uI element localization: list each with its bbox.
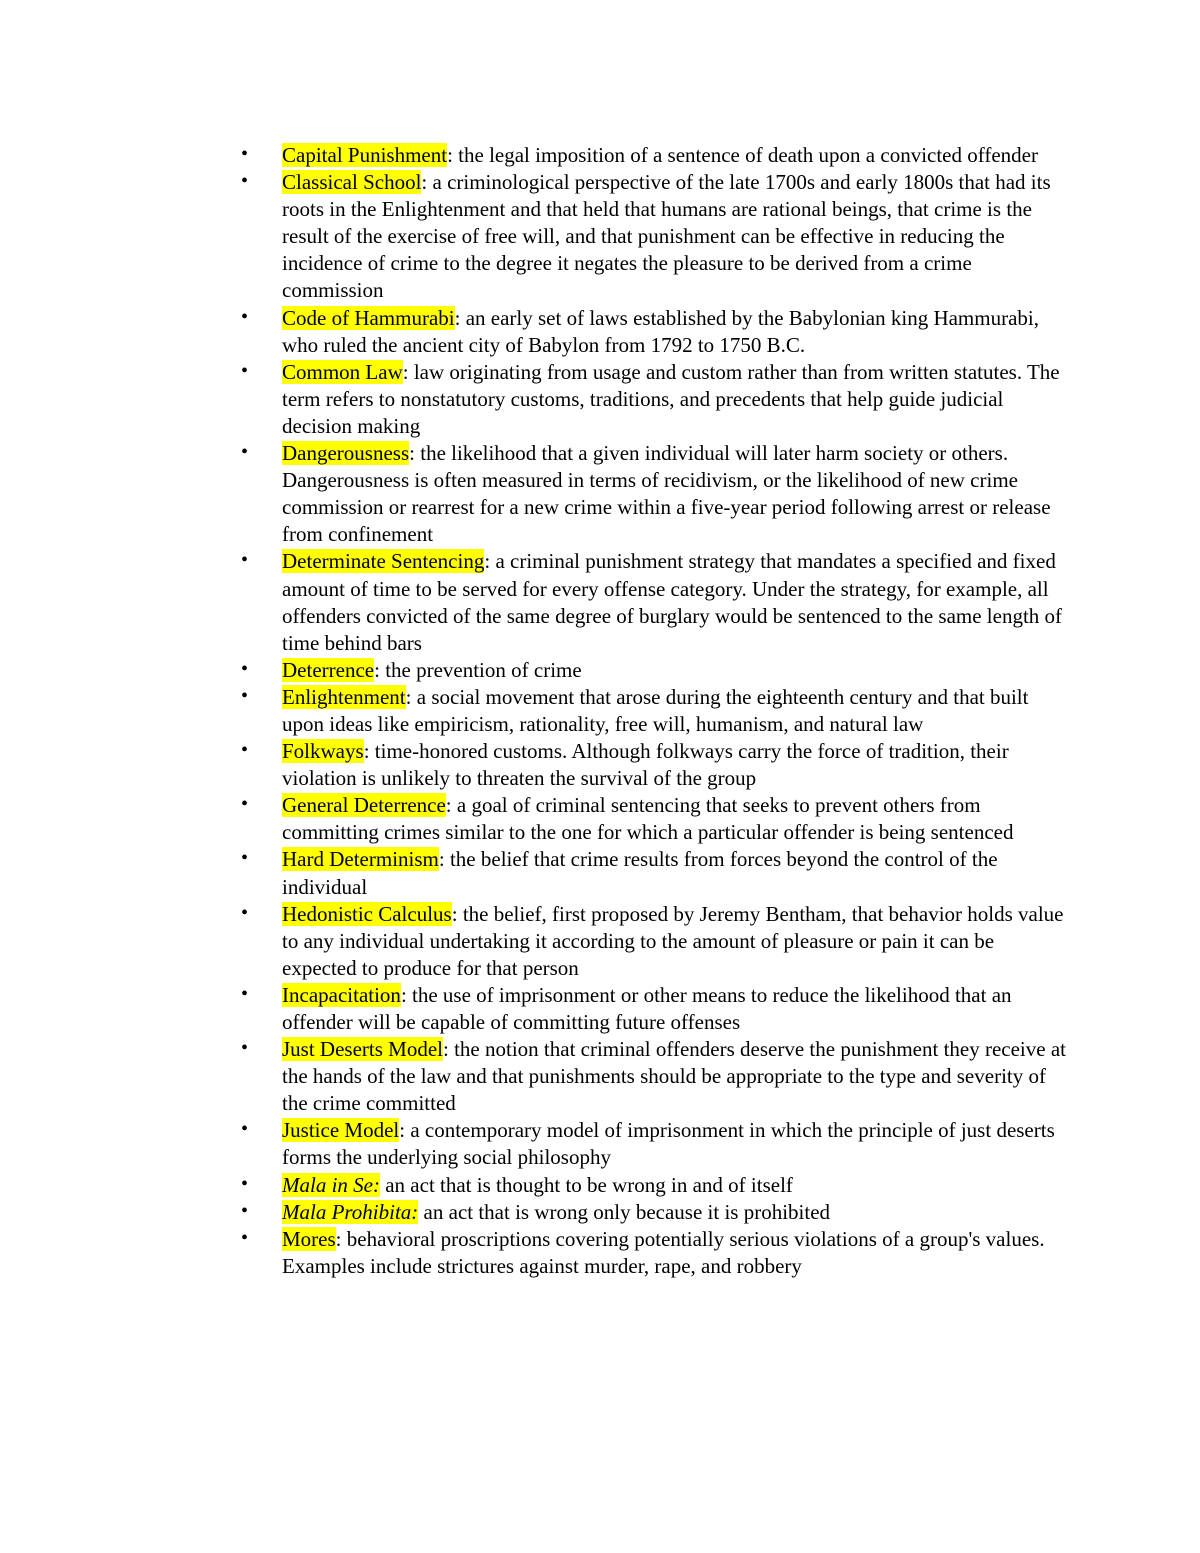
glossary-term: Hedonistic Calculus [282,901,452,926]
glossary-entry [240,657,1070,684]
glossary-definition: the legal imposition of a sentence of death upon a convicted offender [452,143,1038,167]
glossary-term: Hard Determinism [282,847,439,872]
glossary-entry [240,1199,1070,1226]
bullet-icon: • [241,982,249,1005]
term-separator: : [405,684,412,709]
glossary-entry [240,901,1070,982]
glossary-term: Mores [282,1226,336,1251]
glossary-entry [240,169,1070,304]
glossary-definition: an early set of laws established by the Babylonian king Hammurabi, who ruled the ancient city of Babylon from 1792 to 1750 B.C. [282,305,1039,357]
glossary-term: Incapacitation [282,982,401,1007]
glossary-term: Capital Punishment [282,143,448,167]
bullet-icon: • [241,359,249,382]
bullet-icon: • [241,305,249,328]
glossary-definition: a goal of criminal sentencing that seeks to prevent others from committing crimes similar to the one for which a particular offender is being sentenced [282,793,1014,845]
term-separator: : [409,441,415,466]
glossary-definition: the prevention of crime [379,657,582,682]
bullet-icon: • [241,1037,249,1060]
bullet-icon: • [241,793,249,816]
bullet-icon: • [241,847,249,870]
term-separator: : [445,793,452,818]
glossary-definition: an act that is thought to be wrong in and of itself [379,1172,793,1197]
term-separator: : [447,143,453,167]
bullet-icon: • [241,1226,249,1249]
term-separator: : [451,901,458,926]
glossary-entry [240,846,1070,900]
glossary-definition: the use of imprisonment or other means to reduce the likelihood that an offender will be capable of committing future offenses [282,982,1012,1034]
glossary-term: Justice Model [282,1118,400,1143]
glossary-definition: an act that is wrong only because it is prohibited [418,1199,831,1224]
glossary-term: Classical School [282,170,422,195]
term-separator: : [454,305,461,330]
glossary-entry [240,792,1070,846]
bullet-icon: • [241,170,249,193]
glossary-definition: time-honored customs. Although folkways carry the force of tradition, their violation is unlikely to threaten the survival of the group [282,739,1009,791]
glossary-term: Deterrence [282,657,375,682]
glossary-definition: a criminological perspective of the late 1700s and early 1800s that had its roots in the Enlightenment and that held that humans are rational beings, that crime is the result of the exercise of free will, and that punishment can be effective in reducing the incidence of crime to the degree it negates the pleasure to be derived from a crime commission [282,170,1051,303]
term-separator: : [484,549,491,574]
glossary-definition: the likelihood that a given individual will later harm society or others. Dangerousness is often measured in terms of recidivism, or the likelihood of new crime commission or rearrest for a new crime within a five-year period following arrest or release from confinement [282,441,1051,547]
glossary-entry [240,440,1070,548]
glossary-definition: a contemporary model of imprisonment in which the principle of just deserts forms the underlying social philosophy [282,1118,1055,1170]
term-separator: : [374,657,380,682]
glossary-entry [240,305,1070,359]
bullet-icon: • [241,684,249,707]
glossary-term: Determinate Sentencing [282,549,485,574]
glossary-definition: law originating from usage and custom rather than from written statutes. The term refers to nonstatutory customs, traditions, and precedents that help guide judicial decision making [282,359,1060,438]
glossary-entry [240,684,1070,738]
glossary-entry [240,1172,1070,1199]
bullet-icon: • [241,657,249,680]
glossary-term: Just Deserts Model [282,1037,443,1062]
bullet-icon: • [241,739,249,762]
glossary-term: Mala Prohibita: [282,1199,419,1224]
bullet-icon: • [241,901,249,924]
glossary-entry [240,738,1070,792]
term-separator: : [399,1118,406,1143]
term-separator: : [421,170,428,195]
glossary-list [240,142,1070,1280]
term-separator: : [363,739,370,764]
bullet-icon: • [241,1199,249,1222]
term-separator: : [443,1037,449,1062]
glossary-definition: behavioral proscriptions covering potentially serious violations of a group's values. Examples include strictures against murder, rape, and robbery [282,1226,1045,1278]
glossary-term: Dangerousness [282,441,410,466]
glossary-entry [240,548,1070,656]
glossary-definition: the belief that crime results from forces beyond the control of the individual [282,847,998,899]
bullet-icon: • [241,1118,249,1141]
glossary-definition: a social movement that arose during the eighteenth century and that built upon ideas like empiricism, rationality, free will, humanism, and natural law [282,684,1029,736]
bullet-icon: • [241,441,249,464]
term-separator: : [402,359,409,384]
glossary-term: Folkways [282,739,364,764]
glossary-term: Common Law [282,359,403,384]
bullet-icon: • [241,143,249,165]
term-separator: : [438,847,445,872]
bullet-icon: • [241,1172,249,1195]
glossary-definition: a criminal punishment strategy that mandates a specified and fixed amount of time to be served for every offense category. Under the strategy, for example, all offenders convicted of the same degree of burglary would be sentenced to the same length of time behind bars [282,549,1063,655]
term-separator: : [335,1226,342,1251]
glossary-entry [240,359,1070,440]
glossary-term: Mala in Se: [282,1172,380,1197]
glossary-definition: the notion that criminal offenders deserve the punishment they receive at the hands of the law and that punishments should be appropriate to the type and severity of the crime committed [282,1037,1066,1116]
glossary-definition: the belief, first proposed by Jeremy Bentham, that behavior holds value to any individual undertaking it according to the amount of pleasure or pain it can be expected to produce for that person [282,901,1064,980]
term-separator: : [400,982,407,1007]
glossary-entry [240,982,1070,1036]
glossary-entry [240,142,1070,169]
bullet-icon: • [241,549,249,572]
glossary-term: Enlightenment [282,684,406,709]
glossary-entry [240,1036,1070,1117]
glossary-term: Code of Hammurabi [282,305,455,330]
glossary-entry [240,1117,1070,1171]
glossary-term: General Deterrence [282,793,446,818]
glossary-entry [240,1226,1070,1280]
